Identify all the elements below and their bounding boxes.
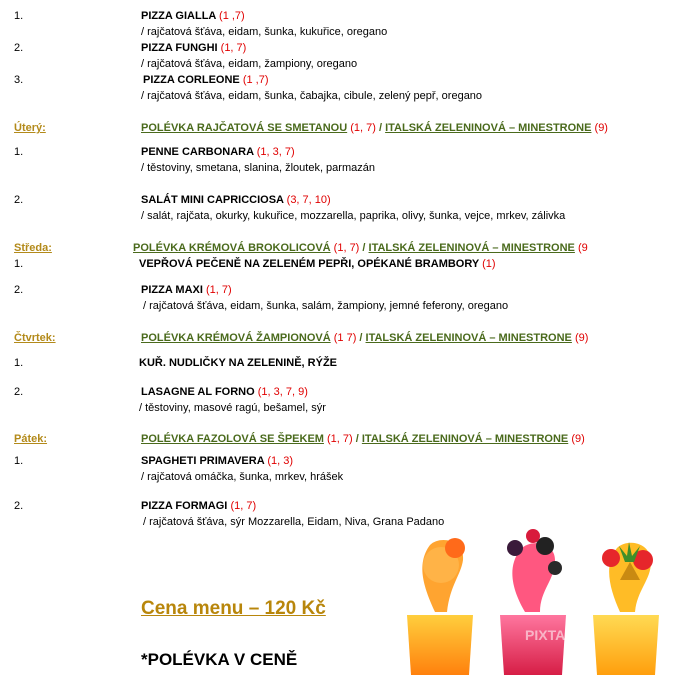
dish-description: / těstoviny, masové ragú, bešamel, sýr bbox=[139, 402, 326, 414]
menu-price: Cena menu – 120 Kč bbox=[141, 598, 326, 619]
dish-allergens: (1, 7) bbox=[230, 500, 257, 512]
soup-line: POLÉVKA KRÉMOVÁ ŽAMPIONOVÁ (1 7) / ITALSKÁ ZELENINOVÁ – MINESTRONE (9) bbox=[141, 332, 589, 344]
dish-name: SALÁT MINI CAPRICCIOSA (3, 7, 10) bbox=[141, 194, 331, 206]
dish-description: / těstoviny, smetana, slanina, žloutek, parmazán bbox=[141, 162, 375, 174]
day-label-tuesday: Úterý: bbox=[14, 122, 46, 134]
dish-description: / rajčatová šťáva, eidam, šunka, salám, žampiony, jemné feferony, oregano bbox=[143, 300, 509, 312]
watermark: PIXTA bbox=[525, 627, 566, 643]
dish-name: SPAGHETI PRIMAVERA (1, 3) bbox=[141, 455, 294, 467]
dish-allergens: (1, 7) bbox=[220, 42, 247, 54]
dish-allergens: (1, 3) bbox=[267, 455, 294, 467]
soup-line: POLÉVKA FAZOLOVÁ SE ŠPEKEM (1, 7) / ITALSKÁ ZELENINOVÁ – MINESTRONE (9) bbox=[141, 433, 585, 445]
item-number: 1. bbox=[14, 146, 24, 158]
dish-allergens: (1, 3, 7, 9) bbox=[257, 386, 308, 398]
dish-description: / rajčatová omáčka, šunka, mrkev, hrášek bbox=[141, 471, 344, 483]
day-label-wednesday: Středa: bbox=[14, 242, 52, 254]
item-number: 2. bbox=[14, 386, 24, 398]
dish-name: VEPŘOVÁ PEČENĚ NA ZELENÉM PEPŘI, OPÉKANÉ BRAMBORY (1) bbox=[139, 258, 496, 270]
day-label-friday: Pátek: bbox=[14, 433, 48, 445]
dish-name: PENNE CARBONARA (1, 3, 7) bbox=[141, 146, 295, 158]
dish-description: / rajčatová šťáva, eidam, šunka, čabajka, cibule, zelený pepř, oregano bbox=[141, 90, 483, 102]
item-number: 2. bbox=[14, 500, 24, 512]
dish-name: PIZZA FORMAGI (1, 7) bbox=[141, 500, 257, 512]
dish-description: / rajčatová šťáva, eidam, šunka, kukuřice, oregano bbox=[141, 26, 388, 38]
item-number: 1. bbox=[14, 258, 24, 270]
juice-glasses-illustration bbox=[405, 520, 683, 675]
dish-allergens: (3, 7, 10) bbox=[286, 194, 331, 206]
dish-name: PIZZA MAXI (1, 7) bbox=[141, 284, 232, 296]
dish-allergens: (1, 7) bbox=[206, 284, 232, 296]
day-label-thursday: Čtvrtek: bbox=[14, 332, 56, 344]
dish-allergens: (1) bbox=[482, 258, 496, 270]
dish-allergens: (1 ,7) bbox=[242, 74, 269, 86]
item-number: 2. bbox=[14, 194, 24, 206]
item-number: 1. bbox=[14, 357, 24, 369]
item-number: 3. bbox=[14, 74, 24, 86]
soup-included-note: *POLÉVKA V CENĚ bbox=[141, 650, 298, 669]
dish-description: / salát, rajčata, okurky, kukuřice, mozzarella, paprika, olivy, šunka, vejce, mrkev, zálivka bbox=[141, 210, 566, 222]
soup-line: POLÉVKA KRÉMOVÁ BROKOLICOVÁ (1, 7) / ITALSKÁ ZELENINOVÁ – MINESTRONE (9 bbox=[133, 242, 588, 254]
dish-name: KUŘ. NUDLIČKY NA ZELENINĚ, RÝŽE bbox=[139, 357, 338, 369]
dish-description: / rajčatová šťáva, sýr Mozzarella, Eidam, Niva, Grana Padano bbox=[143, 516, 445, 528]
dish-name: LASAGNE AL FORNO (1, 3, 7, 9) bbox=[141, 386, 308, 398]
dish-name: PIZZA CORLEONE (1 ,7) bbox=[143, 74, 269, 86]
item-number: 2. bbox=[14, 284, 24, 296]
dish-allergens: (1, 3, 7) bbox=[256, 146, 295, 158]
item-number: 1. bbox=[14, 10, 24, 22]
dish-allergens: (1 ,7) bbox=[219, 10, 245, 22]
item-number: 2. bbox=[14, 42, 24, 54]
dish-name: PIZZA FUNGHI (1, 7) bbox=[141, 42, 247, 54]
soup-line: POLÉVKA RAJČATOVÁ SE SMETANOU (1, 7) / ITALSKÁ ZELENINOVÁ – MINESTRONE (9) bbox=[141, 122, 608, 134]
dish-description: / rajčatová šťáva, eidam, žampiony, oregano bbox=[141, 58, 358, 70]
item-number: 1. bbox=[14, 455, 24, 467]
dish-name: PIZZA GIALLA (1 ,7) bbox=[141, 10, 245, 22]
